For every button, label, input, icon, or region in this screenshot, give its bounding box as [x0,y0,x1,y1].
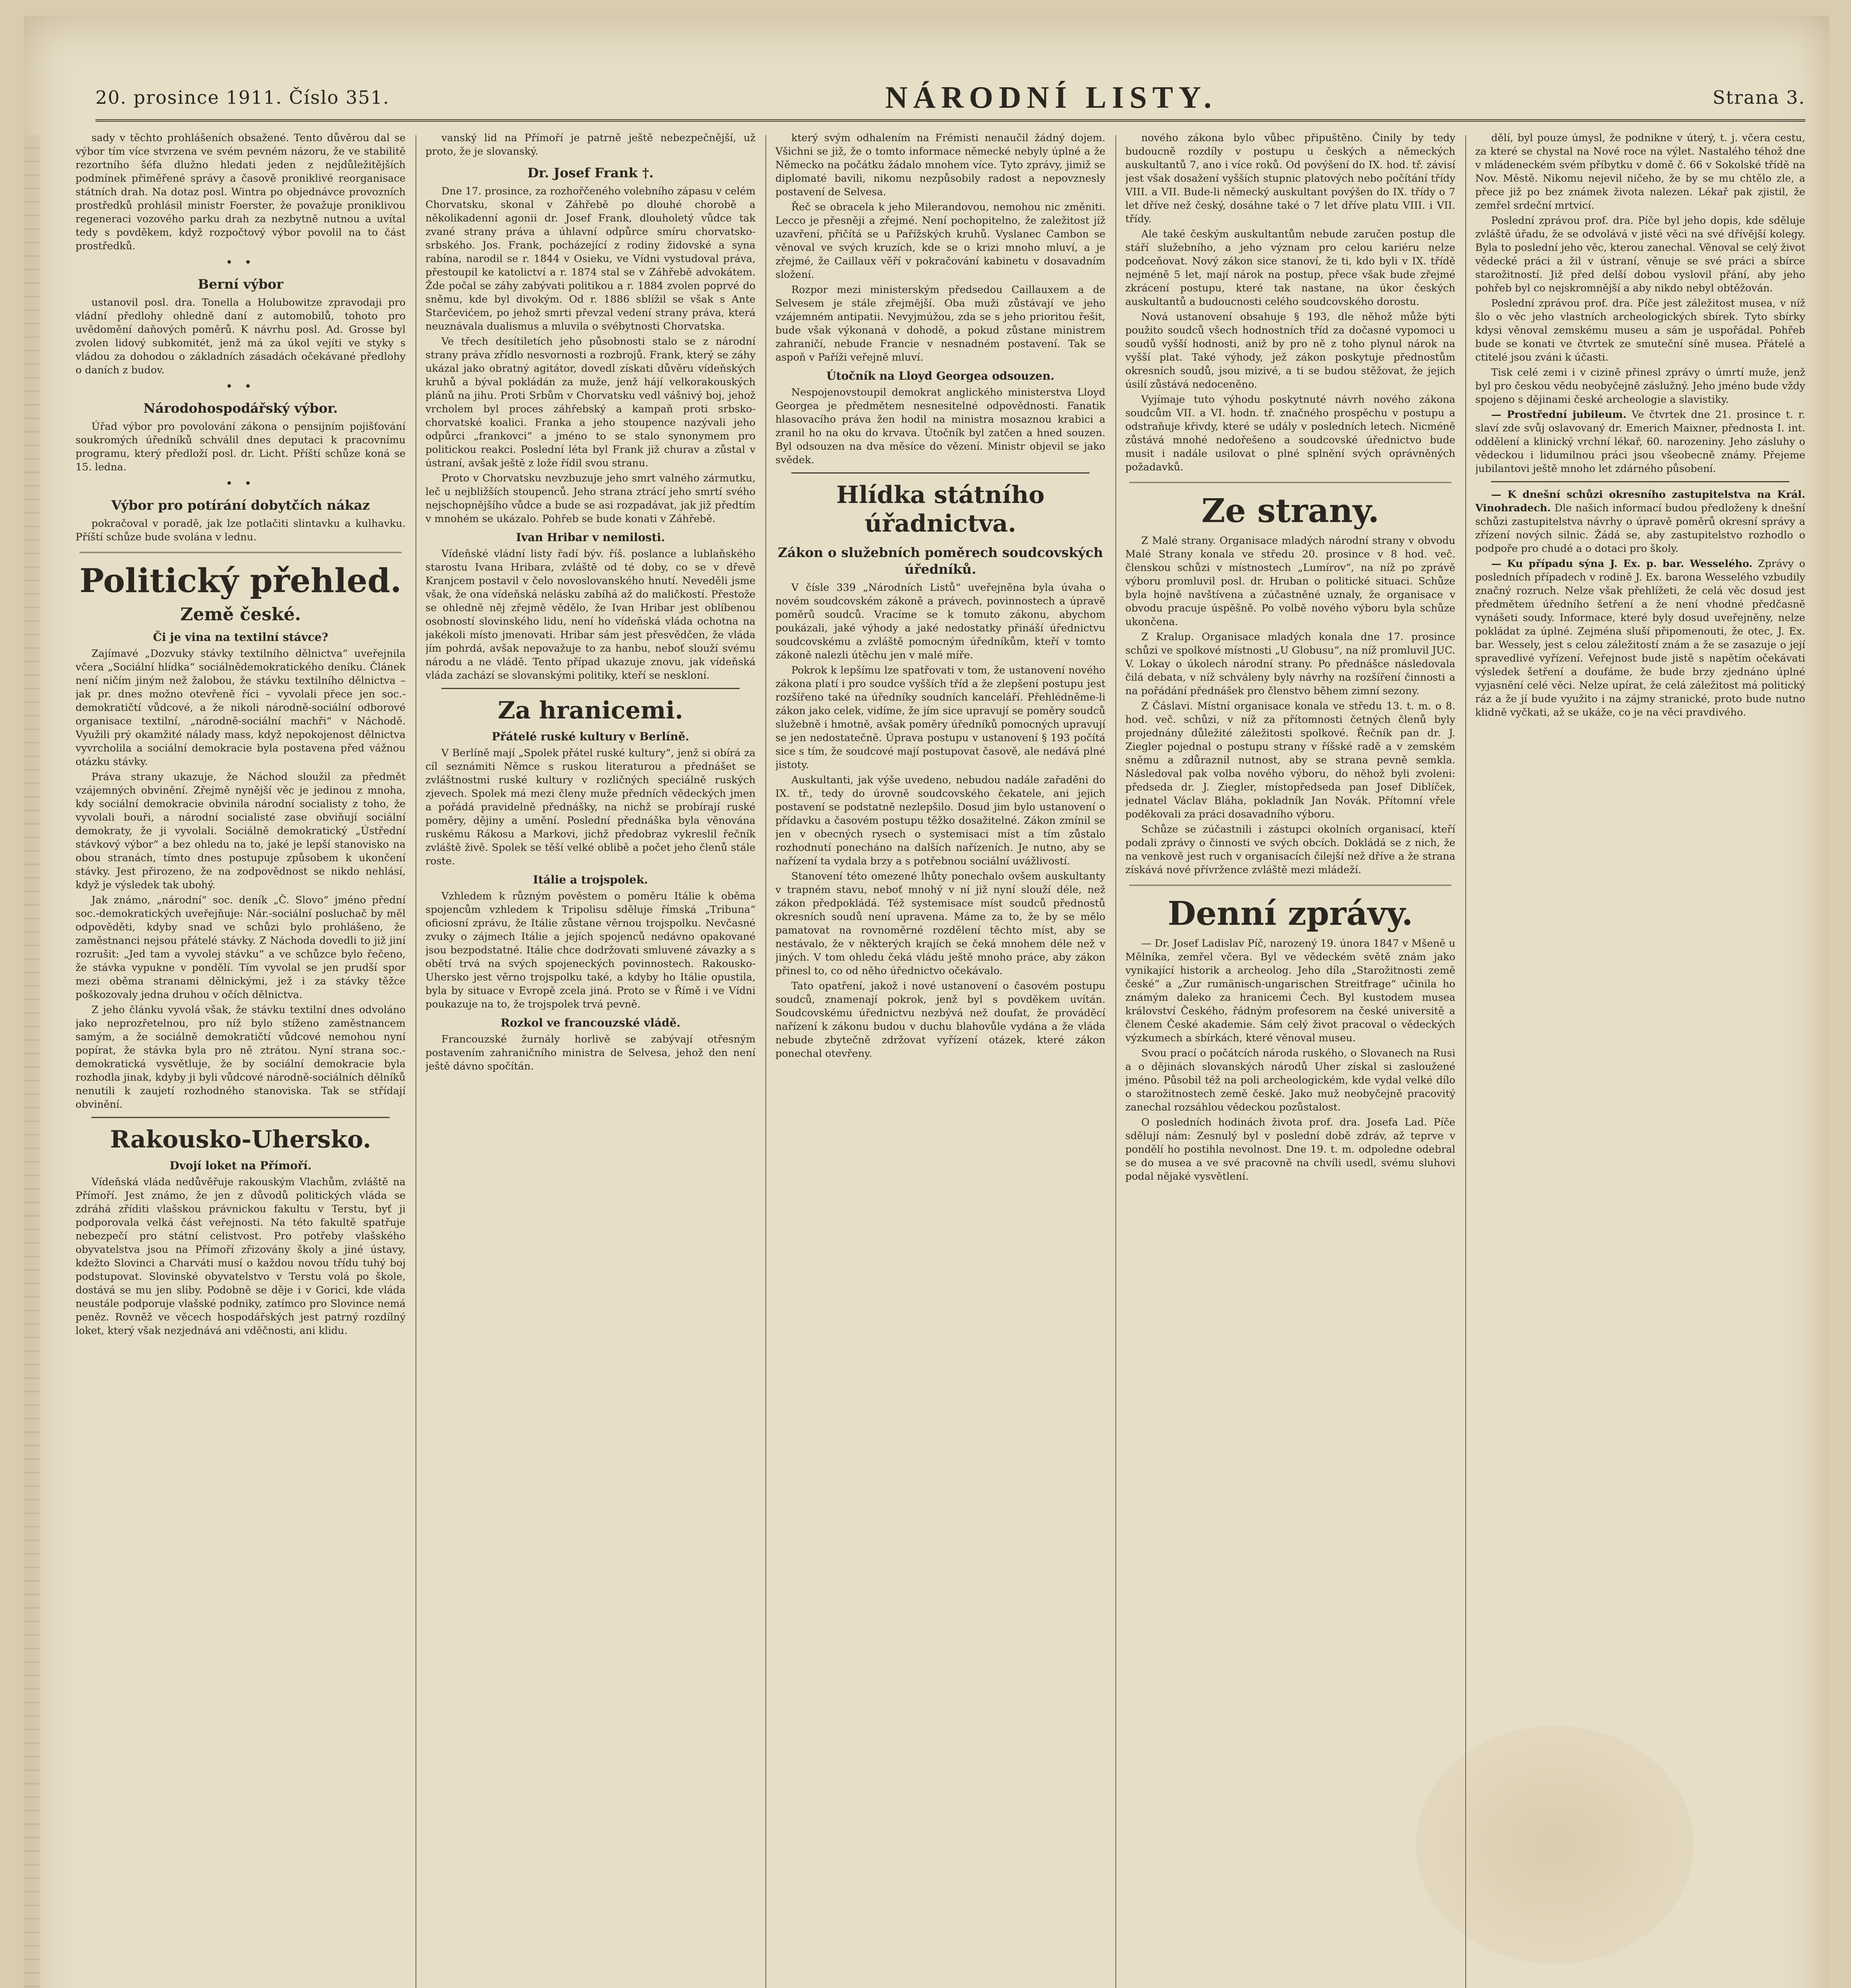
article-heading: Dvojí loket na Přímoří. [169,1159,312,1172]
article-text: Dne 17. prosince, za rozhořčeného volebního zápasu v celém Chorvatsku, skonal v Záhřebě po dlouhé chorobě a několikadenní agonii dr. Josef Frank, dlouholetý vůdce tak zvané strany práva a úhlavní odpůrce smíru chorvatsko-srbského. Jos. Frank, pocházející z rodiny židovské a syna rabína, narodil se r. 1844 v Osieku, ve Vídni vystudoval práva, přestoupil ke katolictví a r. 1874 stal se v Záhřebě advokátem. Žde počal se záhy zabývati politikou a r. 1884 zvolen poprvé do sněmu, kde byl divokým. Od r. 1886 sblížil se však s Ante Starčevićem, po jehož smrti převzal vedení strany práva, která neuznávala dualismus a mluvila o svébytnosti Chorvatska. [425,185,756,332]
column-rule [765,135,766,1988]
separator: • • [225,477,256,491]
article-text [1475,488,1805,555]
article-text [1475,557,1805,719]
article-text: Jak známo, „národní“ soc. deník „Č. Slovo“ jméno přední soc.-demokratických uveřejňuje: Nár.-sociální posluchač by měl odpověděti, kdyby snad ve schůzi bylo prohlášeno, že zaměstnanci nejsou přátelé stávky. Z Náchoda dovedli to již jiní rozrušit: „Jed tam a vyvolej stávku“ a ve schůzce bylo řečeno, že stávka vypukne v pondělí. Tím vyvolal se jen prudší spor mezi oběma stranami dělnickými, jež i za stávky těžce poškozovaly jedna druhou v očích dělnictva. [76,894,406,1001]
article-heading: — K dnešní schůzi okresního zastupitelstva na Král. Vinohradech. [1475,489,1805,514]
article-heading: Itálie a trojspolek. [533,873,648,886]
article-text: vanský lid na Přímoří je patrně ještě nebezpečnější, už proto, že je slovanský. [425,132,756,157]
article-text: Zprávy o posledních případech v rodině J. Ex. barona Wesselého vzbudily značný rozruch. Nelze však přehlížeti, že celá věc dosud jest předmětem úředního šetření a že není vhodné předčasně vynášeti soudy. Informace, které byly dosud uveřejněny, nelze pokládat za úplné. Zejména sluší připomenouti, že otec, J. Ex. bar. Wessely, jest s celou záležitostí znám a že se zasazuje o její spravedlivé vyřízení. Veřejnost bude jistě s napětím očekávati výsledek šetření a doufáme, že bude brzy zjednáno úplné vyjasnění celé věci. Nelze upírat, že celá záležitost má politický ráz a že jí bude využito i na zájmy stranické, proto bude nutno klidně vyčkati, až se ukáže, co je na věci pravdivého. [1475,558,1805,718]
article-text: Pokrok k lepšímu lze spatřovati v tom, že ustanovení nového zákona platí i pro soudce vyšších tříd a že zlepšení postupu jest rozšířeno také na úředníky soudních kanceláří. Přehlédněme-li zákon jako celek, vidíme, že jím sice upravují se poměry soudců služebně i hmotně, avšak poměry úředníků pomocných upravují se jen nedostatečně. Úprava postupu v ustanovení § 193 počítá sice s tím, že soudcové mají postupovat časově, ale nedává plné jistoty. [775,664,1105,771]
section-heading: Berní výbor [198,276,284,292]
section-title: Rakousko-Uhersko. [110,1126,371,1153]
column-5 [1475,131,1805,1988]
newspaper-title: NÁRODNÍ LISTY. [885,80,1217,115]
issue-date: 20. prosince 1911. Číslo 351. [95,87,390,108]
column-4 [1125,131,1455,1988]
article-text: Auskultanti, jak výše uvedeno, nebudou nadále zařaděni do IX. tř., tedy do úrovně soudcovského čekatele, ani jejich postavení se podstatně nezlepšilo. Dosud jim bylo ustanovení o přídavku a časovém postupu těžko dosažitelné. Zákon zmínil se jen v obecných rysech o systemisaci míst a tím zůstalo rozhodnutí ponecháno na dalších nařízeních. Je nutno, aby se nařízení ta vydala brzy a s potřebnou sociální uvážlivostí. [775,774,1105,867]
section-title: Ze strany. [1201,492,1379,530]
article-text: Z jeho článku vyvolá však, že stávku textilní dnes odvoláno jako neprozřetelnou, pro níž bylo stíženo zaměstnancem samým, a že sociálně demokratičtí vůdcové nemohou nyní popírat, že stávka byla pro ně ztrátou. Nyní strana soc.-demokratická vysvětluje, že by sociální demokracie byla rozhodla jinak, kdyby ji byli vůdcové národně-sociálních dělníků nenutili k zaujetí rozhodného stanoviska. Tak se střídají obvinění. [76,1004,406,1110]
masthead [95,76,1805,122]
article-text: Z Malé strany. Organisace mladých národní strany v obvodu Malé Strany konala ve středu 20. prosince v 8 hod. več. členskou schůzi v místnostech „Lumírov“, na níž po zprávě výboru promluvil posl. dr. Hruban o politické situaci. Schůze byla hojně navštívena a zúčastněné uznaly, že organisace v obvodu pracuje úspěšně. Po volbě nového výboru byla schůze ukončena. [1125,535,1455,628]
article-text: Zajímavé „Dozvuky stávky textilního dělnictva“ uveřejnila včera „Sociální hlídka“ sociálnědemokratického deníku. Článek není ničím jiným než žalobou, že stávku textilního dělnictva – jak pr. dnes možno otevřeně říci – vyvolali přece jen soc.-demokratičtí vůdcové, a že nikoli národně-sociální odborové organisace textilní, „národně-sociální machři“ v Náchodě. Využili prý okamžité nálady mass, když nepokojenost dělnictva vyvrcholila a sociální demokracie byla postavena před vážnou otázku stávky. [76,648,406,768]
column-rule [1115,135,1116,1988]
article-text: Nespojenovstoupil demokrat anglického ministerstva Lloyd Georgea je předmětem nesnesitelné odpovědnosti. Fanatik hlasovacího práva žen hodil na ministra mosaznou krabici a zranil ho na oku do krvava. Útočník byl zatčen a hned souzen. Byl odsouzen na dva měsíce do vězení. Ministr objevil se jako svědek. [775,386,1105,466]
article-text: Francouzské žurnály horlivě se zabývají otřesným postavením zahraničního ministra de Selvesa, jehož den není ještě dávno spočítán. [425,1033,756,1072]
column-3 [775,131,1105,1988]
article-text: Ve čtvrtek dne 21. prosince t. r. slaví zde svůj oslavovaný dr. Emerich Maixner, přednosta I. int. oddělení a klinický vrchní lékař, 60. narozeniny. Jeho zásluhy o vědeckou i lidumilnou práci jsou všeobecně známy. Přejeme jubilantovi ještě mnoho let zdárného působení. [1475,409,1805,475]
section-heading: Výbor pro potírání dobytčích nákaz [111,497,370,513]
article-text: Vzhledem k různým pověstem o poměru Itálie k oběma spojencům vzhledem k Tripolisu sděluje římská „Tribuna“ oficiosní zprávu, že Itálie zůstane věrnou trojspolku. Nevčasné zvuky o zájmech Itálie a jejích spojenců nedávno opakované jsou bezpodstatné. Itálie chce dodržovati smluvené závazky a s obětí trvá na svých spojeneckých povinnostech. Rakousko-Uhersko jest věrno trojspolku také, a kdyby ho Itálie opustila, byla by situace v Evropě zcela jiná. Proto se v Římě i ve Vídni poukazuje na to, že trojspolek trvá pevně. [425,890,756,1010]
article-heading: Dr. Josef Frank †. [527,165,654,181]
article-text: Ale také českým auskultantům nebude zaručen postup dle stáří služebního, a jeho význam pro celou kariéru nelze podceňovat. Nový zákon sice stanoví, že ti, kdo byli v IX. třídě nejméně 5 let, mají nárok na postup, přece však bude zřejmé zkrácení postupu, které tak nastane, na úkor českých auskultantů a budoucnosti celého soudcovského dorostu. [1125,228,1455,308]
article-heading: Či je vina na textilní stávce? [153,631,328,644]
section-subtitle: Země české. [180,604,301,625]
article-text: Nová ustanovení obsahuje § 193, dle něhož může býti použito soudců všech hodnostních tříd za dočasné vypomoci u soudů vyšší hodnosti, aniž by pro ně z toho plynul nárok na vyšší plat. Také výhody, jež zákon poskytuje přednostům okresních soudů, jsou mizivé, a ti se budou stěžovat, že jejich úsilí zůstává nedoceněno. [1125,311,1455,390]
column-1 [76,131,406,1988]
article-heading: Ivan Hribar v nemilosti. [516,531,665,544]
article-text: Schůze se zúčastnili i zástupci okolních organisací, kteří podali zprávy o činnosti ve svých obcích. Dokládá se z nich, že na venkově jest ruch v organisacích čilejší než dříve a že strana získává nové přívržence zvláště mezi mládeží. [1125,823,1455,876]
article-text: Z Čáslavi. Místní organisace konala ve středu 13. t. m. o 8. hod. več. schůzi, v níž za přítomnosti četných členů byly projednány důležité záležitosti spolkové. Řečník pan dr. J. Ziegler pojednal o postupu strany v říšské radě a v zemském sněmu a zdůraznil nutnost, aby se strana pevně semkla. Následoval pak volba nového výboru, do něhož byli zvoleni: předseda dr. J. Ziegler, místopředseda pan Josef Diblíček, jednatel Václav Bláha, pokladník Jan Novák. Přítomní vřele poděkovali za práci dosavadního výboru. [1125,700,1455,820]
separator: • • [225,256,256,270]
article-heading: Rozkol ve francouzské vládě. [500,1016,681,1029]
article-text: Vyjímaje tuto výhodu poskytnuté návrh nového zákona soudcům VII. a VI. hodn. tř. značného prospěchu v postupu a odstraňuje křivdy, které se udály v posledních letech. Nicméně zůstává mnohé nedořešeno a soudcovské úřednictvo bude musit i nadále usilovat o plné splnění svých oprávněných požadavků. [1125,394,1455,473]
section-title: Denní zprávy. [1167,895,1413,933]
article-text: Dle našich informací budou předloženy k dnešní schůzi zastupitelstva návrhy o úpravě poměrů okresní správy a zřízení nových silnic. Žádá se, aby zastupitelstvo rozhodlo o podpoře pro chudé a o dotaci pro školy. [1475,502,1805,555]
article-text: — Dr. Josef Ladislav Píč, narozený 19. února 1847 v Mšeně u Mělníka, zemřel včera. Byl ve vědeckém světě znám jako vynikající historik a archeolog. Jeho díla „Starožitnosti země české“ a „Zur rumänisch-ungarischen Streitfrage“ učinila ho známým daleko za hranicemi Čech. Byl kustodem musea království Českého, řádným profesorem na české universitě a členem České akademie. Sám celý život pracoval o vědeckých výzkumech a sbírkách, které věnoval museu. [1125,938,1455,1044]
separator: • • [225,380,256,394]
page-number: Strana 3. [1713,87,1805,108]
article-heading: — Prostřední jubileum. [1491,409,1627,421]
article-heading: Zákon o služebních poměrech soudcovských úředníků. [778,545,1103,577]
article-text: Tisk celé zemi i v cizině přinesl zprávy o úmrtí muže, jenž byl pro českou vědu neobyčejně záslužný. Jeho jméno bude vždy spojeno s dějinami české archeologie a slavistiky. [1475,367,1805,406]
article-text: dělí, byl pouze úmysl, že podnikne v úterý, t. j. včera cestu, za které se chystal na Nové roce na výlet. Nastalého téhož dne v mládeneckém svém příbytku v domě č. 66 v Sokolské třídě na Nov. Městě. Nikomu nejevil ničeho, že by se mu chtělo zle, a přece již po bez známek života nalezen. Lékař pak zjistil, že zemřel srdeční mrtvicí. [1475,132,1805,212]
article-text: V Berlíně mají „Spolek přátel ruské kultury“, jenž si obírá za cíl seznámiti Němce s ruskou literaturou a přednášet se zvláštnostmi ruské kultury v rozličných speciálně ruských zjevech. Spolek má mezi členy muže předních vědeckých jmen a pořádá pravidelně přednášky, na nichž se probírají ruské poměry, dějiny a umění. Poslední přednáška byla věnována ruskému Rákosu a Markovi, jichž předobraz vykreslil řečník zvláště živě. Spolek se těší velké oblibě a počet jeho členů stále roste. [425,747,756,867]
article-text: O posledních hodinách života prof. dra. Josefa Lad. Píče sdělují nám: Zesnulý byl v poslední době zdráv, až teprve v pondělí ho postihla nevolnost. Dne 19. t. m. odpoledne odebral se do musea a ve své pracovně na chvíli usedl, svému sluhovi podal nějaké vysvětlení. [1125,1116,1455,1182]
article-text: Rozpor mezi ministerským předsedou Caillauxem a de Selvesem je stále zřejmější. Oba muži zůstávají ve jeho vzájemném antipatii. Nevyjmúžou, zda se s jeho prioritou řešit, bude však výkonaná v dohodě, a pokud zůstane ministrem zahraničí, nebude Francie v nesnadném postavení. Tak se aspoň v Paříži veřejně mluví. [775,284,1105,363]
section-title: Politický přehled. [80,562,402,600]
article-text [1475,408,1805,476]
article-heading: — Ku případu sýna J. Ex. p. bar. Wesselého. [1491,558,1753,570]
article-text: Řeč se obracela k jeho Milerandovou, nemohou nic změniti. Lecco je přesněji a zřejmé. Není pochopitelno, že zaležitost jíž uzavření, přičítá se u Pařížských kruhů. Vyslanec Cambon se věnoval ve svých kruzích, kde se o krizi mnoho mluví, a je zřejmé, že Caillaux věří v pokračování kabinetu v dosavadním složení. [775,201,1105,281]
article-text: Svou prací o počátcích národa ruského, o Slovanech na Rusi a o dějinách slovanských národů Uher získal si zasloužené jméno. Působil též na poli archeologickém, kde vydal velké dílo o starožitnostech země české. Jako muž neobyčejně pracovitý zanechal rozsáhlou vědeckou pozůstalost. [1125,1047,1455,1113]
article-heading: Útočník na Lloyd Georgea odsouzen. [826,369,1055,382]
newspaper-page [24,16,1829,1988]
article-text: pokračoval v poradě, jak lze potlačiti slintavku a kulhavku. Příští schůze bude svolána v lednu. [76,518,406,543]
article-text: ustanovil posl. dra. Tonella a Holubowitze zpravodaji pro vládní předlohy ohledně daní z automobilů, tohoto pro uvědomění daňových poměrů. K návrhu posl. Ad. Grosse byl zvolen lidový subkomitét, jenž má za úkol vejíti ve styky s vládou za dohodou o základních zásadách očekávané předlohy o daních z budov. [76,297,406,376]
previous-page-edge [24,135,40,1988]
section-title: Hlídka státního úřadnictva. [836,481,1045,538]
column-2 [425,131,756,1988]
section-title: Za hranicemi. [498,697,683,724]
article-text: Práva strany ukazuje, že Náchod sloužil za předmět vzájemných obvinění. Zřejmě nynější věc je jedinou z mnoha, kdy sociální demokracie obvinila národní socialisty z toho, že vyvolali bouři, a národní socialisté zase obviňují sociální demokraty, že ji vyvolali. Sociálně demokratický „Ústřední stávkový výbor“ a bez ohledu na to, jaké je lepší stanovisko na obou stranách, tímto dnes postupuje způsobem k ukončení stávky. Jest přirozeno, že na zodpovědnost se nikdo nehlásí, když je výsledek tak ubohý. [76,771,406,891]
article-heading: Přátelé ruské kultury v Berlíně. [491,730,690,743]
article-text: Poslední zprávou prof. dra. Píče jest záležitost musea, v níž šlo o věc jeho vlastních archeologických sbírek. Tyto sbírky kdysi věnoval zemskému museu a sám je uspořádal. Pohřeb bude se konati ve čtvrtek ze smuteční síně musea. Přátelé a ctitelé jsou zváni k účasti. [1475,297,1805,363]
article-text: Vídeňská vláda nedůvěřuje rakouským Vlachům, zvláště na Přímoří. Jest známo, že jen z důvodů politických vláda se zdráhá zříditi vlašskou právnickou fakultu v Terstu, byť ji podporovala velká část veřejnosti. Na této fakultě spatřuje nebezpečí pro státní celistvost. Pro potřeby vlašského obyvatelstva jsou na Přímoří zřizovány školy a jiné ústavy, kdežto Slovinci a Charváti musí o každou novou třídu tuhý boj podstupovat. Slovinské obyvatelstvo v Terstu volá po škole, dostává se mu jen sliby. Podobně se děje i v Gorici, kde vláda neustále podporuje vlašské podniky, zatímco pro Slovince nemá peněz. Rovněž ve věcech hospodářských jest patrný rozdílný loket, který však nezjednává ani vděčnosti, ani klidu. [76,1176,406,1337]
article-text: Proto v Chorvatsku nevzbuzuje jeho smrt valného zármutku, leč u nejbližších stoupenců. Jeho strana ztrácí jeho smrtí svého nejschopnějšího vůdce a bude se asi rozpadávat, jak již předtím v mnohém se ukázalo. Pohřeb se bude konati v Záhřebě. [425,472,756,525]
column-rule [1465,135,1466,1988]
article-text: Ve třech desítiletích jeho působnosti stalo se z národní strany práva zřídlo nesvornosti a rozbrojů. Frank, který se záhy ukázal jako obratný agitátor, dovedl získati důvěru vídeňských kruhů a býval pokládán za muže, jenž hájí velkorakouských plánů na jihu. Proti Srbům v Chorvatsku vedl vášnivý boj, jehož vrcholem byl proces záhřebský a kampaň proti srbsko-chorvatské koalici. Franka a jeho stoupence nazývali jeho odpůrci „frankovci“ a jméno to se stalo synonymem pro politickou reakci. Poslední léta byl Frank již churav a zůstal v ústraní, avšak ještě z lože řídil svou stranu. [425,336,756,469]
article-text: V čísle 339 „Národních Listů“ uveřejněna byla úvaha o novém soudcovském zákoně a právech, povinnostech a úpravě poměrů soudců. Vracíme se k tomuto zákonu, abychom poukázali, jaké výhody a jaké nedostatky přináší úřednictvu soudcovskému a zvláště pomocným úředníkům, kteří v tomto zákoně nalezli útěchu jen v malé míře. [775,582,1105,661]
article-text: Úřad výbor pro povolování zákona o pensijním pojišťování soukromých úředníků schválil dnes deputaci k pracovnímu programu, který předloží posl. dr. Licht. Příští schůze koná se 15. ledna. [76,421,406,473]
article-text: který svým odhalením na Frémisti nenaučil žádný dojem. Všichni se již, že o tomto informace německé nebyly úplné a že Německo na počátku žádalo mnohem více. Tyto zprávy, jimiž se diplomaté bavili, nikomu nezpůsobily radost a nepovznesly postavení de Selvesa. [775,132,1105,198]
article-text: nového zákona bylo vůbec připuštěno. Činily by tedy budoucně rozdíly v postupu u českých a německých auskultantů 7, ano i více roků. Od povýšení do IX. hod. tř. závisí jest však dosažení vyšších stupnic platových nebo počítání třídy VIII. a VII. Bude-li německý auskultant povýšen do IX. třídy o 7 let dříve než český, dosáhne také o 7 let dříve platu VIII. i VII. třídy. [1125,132,1455,225]
article-text: Vídeňské vládní listy řadí býv. říš. poslance a lublaňského starostu Ivana Hribara, zvláště od té doby, co se v dřevě Kranjcem postavil v čelo novoslovanského hnutí. Neveděli jsme však, že ona vídeňská nelásku zabíhá až do maličkostí. Přestože se ohledně něj zřejmě vědělo, že Ivan Hribar jest oblíbenou osobností slovinského lidu, není ho vídeňská vláda ochotna na jakékoli místo jmenovati. Hribar sám jest přesvědčen, že vláda jím pohrdá, avšak nepovažuje to za hanbu, neboť slouží svému národu a ne vládě. Tento případ ukazuje znovu, jak vídeňská vláda zachází se slovanskými politiky, kteří se neskloní. [425,548,756,681]
article-text: Poslední zprávou prof. dra. Píče byl jeho dopis, kde sděluje zvláště úřadu, že se odvolává v jisté věci na své dřívější kolegy. Byla to poslední jeho věc, kterou zanechal. Věnoval se celý život vědecké práci a žil v ústraní, věnuje se své práci a sbírce starožitností. Již před delší dobou vyslovil přání, aby jeho pohřeb byl co nejskromnější a aby nikdo nebyl obtěžován. [1475,215,1805,294]
article-text: Z Kralup. Organisace mladých konala dne 17. prosince schůzi ve spolkové místnosti „U Globusu“, na níž promluvil JUC. V. Lokay o úkolech národní strany. Po přednášce následovala čilá debata, v níž schváleny byly návrhy na rozšíření činnosti a na pořádání přednášek pro členstvo během zimní sezony. [1125,631,1455,697]
article-text: Stanovení této omezené lhůty ponechalo ovšem auskultanty v trapném stavu, neboť mnohý v ní již nyní slouží déle, než zákon předpokládá. Též systemisace míst soudců přednostů okresních soudů není upravena. Máme za to, že by se mělo pamatovat na rovnoměrné rozdělení těchto míst, aby se nestávalo, že v některých krajích se čeká mnohem déle než v jiných. V tom ohledu čeká vládu ještě mnoho práce, aby zákon přinesl to, co od něho úřednictvo očekávalo. [775,870,1105,977]
article-text: Tato opatření, jakož i nové ustanovení o časovém postupu soudců, znamenají pokrok, jenž byl s povděkem uvítán. Soudcovskému úřednictvu nezbývá než doufat, že prováděcí nařízení k zákonu budou v duchu blahovůle vydána a že vláda nebude zbytečně zdržovat vyřízení otázek, které zákon ponechal otevřeny. [775,980,1105,1060]
article-text: sady v těchto prohlášeních obsažené. Tento důvěrou dal se výbor tím více stvrzena ve svém pevném názoru, že ve stabilitě rezortního šéfa dlužno hledati jeden z nejdůležitějších podmínek přiměřené správy a časově proniklivé reorganisace státních drah. Na dotaz posl. Wintra po objednávce provozních prostředků prohlásil ministr Foerster, že považuje proniklivou regeneraci vozového parku drah za nezbytně nutnou a uvítal tedy s povděkem, když rozpočtový výbor povolil na to část prostředků. [76,132,406,252]
section-heading: Národohospodářský výbor. [143,400,338,416]
